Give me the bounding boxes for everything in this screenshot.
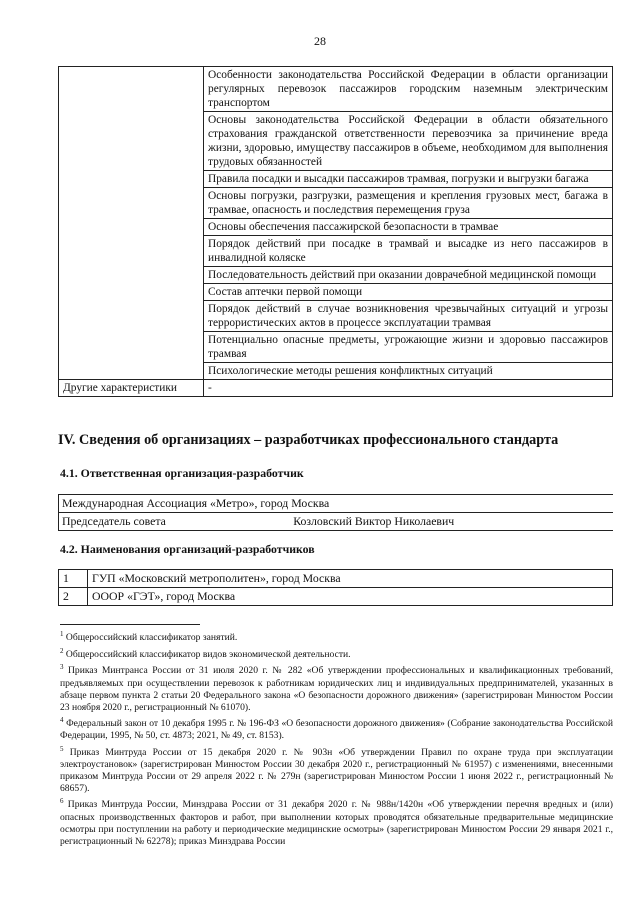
developers-heading: 4.2. Наименования организаций-разработчиков xyxy=(60,542,315,556)
table-cell: Психологические методы решения конфликтных ситуаций xyxy=(204,363,613,380)
table-row xyxy=(59,588,613,606)
developers-table xyxy=(58,569,613,606)
footnote-text: Общероссийский классификатор видов экономической деятельности. xyxy=(65,648,351,660)
footnote-mark: 3 xyxy=(60,663,64,672)
footnote xyxy=(60,714,613,742)
table-cell: Последовательность действий при оказании доврачебной медицинской помощи xyxy=(204,267,613,284)
footnotes xyxy=(60,628,613,848)
footnote-mark: 6 xyxy=(60,797,64,806)
table-cell: Порядок действий при посадке в трамвай и высадке из него пассажиров в инвалидной коляске xyxy=(204,236,613,267)
table-cell: Состав аптечки первой помощи xyxy=(204,284,613,301)
footnote xyxy=(60,743,613,795)
developer-number: 1 xyxy=(59,570,88,588)
knowledge-table xyxy=(58,66,613,397)
footnote xyxy=(60,628,613,644)
footnote xyxy=(60,661,613,713)
responsible-person: Козловский Виктор Николаевич xyxy=(253,513,613,531)
footnote-divider xyxy=(60,624,200,625)
footnote xyxy=(60,795,613,847)
responsible-role: Председатель совета xyxy=(59,513,254,531)
page-number: 28 xyxy=(314,34,326,48)
responsible-heading: 4.1. Ответственная организация-разработчик xyxy=(60,466,304,480)
other-characteristics-label: Другие характеристики xyxy=(59,380,204,397)
table-cell: Потенциально опасные предметы, угрожающие жизни и здоровью пассажиров трамвая xyxy=(204,332,613,363)
responsible-org-table xyxy=(58,494,613,531)
footnote-text: Общероссийский классификатор занятий. xyxy=(65,632,238,644)
responsible-org-name: Международная Ассоциация «Метро», город Москва xyxy=(59,495,614,513)
footnote-mark: 4 xyxy=(60,716,64,725)
footnote xyxy=(60,645,613,661)
table-row xyxy=(59,495,614,513)
table-cell: Особенности законодательства Российской Федерации в области организации регулярных перевозок пассажиров городским наземным электрическим транспортом xyxy=(204,67,613,112)
other-characteristics-value: - xyxy=(204,380,613,397)
table-left-cell-empty xyxy=(59,67,204,380)
footnote-text: Федеральный закон от 10 декабря 1995 г. № 196-ФЗ «О безопасности дорожного движения» (Собрание законодательства Российской Федерации, 1995, № 50, ст. 4873; 2021, № 49, ст. 8153). xyxy=(60,718,613,742)
footnote-text: Приказ Минтранса России от 31 июля 2020 г. № 282 «Об утверждении профессиональных и квалификационных требований, предъявляемых при осуществлении перевозок к работникам юридических лиц и индивидуальных предпринимателей, указанных в абзаце первом пункта 2 статьи 20 Федерального закона «О безопасности дорожного движения» (зарегистрирован Минюстом России 23 ноября 2020 г., регистрационный № 61070). xyxy=(60,665,613,713)
footnote-text: Приказ Минтруда России, Минздрава России от 31 декабря 2020 г. № 988н/1420н «Об утверждении перечня вредных и (или) опасных производственных факторов и работ, при выполнении которых проводятся обязательные предварительные медицинские осмотры при поступлении на работу и периодические медицинские осмотры» (зарегистрирован Минюстом России 29 января 2021 г., регистрационный № 62278); приказ Минздрава России xyxy=(60,799,613,847)
footnote-text: Приказ Минтруда России от 15 декабря 2020 г. № 903н «Об утверждении Правил по охране труда при эксплуатации электроустановок» (зарегистрирован Минюстом России 30 декабря 2020 г., регистрационный № 61957) с изменениями, внесенными приказом Минтруда России от 29 апреля 2022 г. № 279н (зарегистрирован Минюстом России 1 июня 2022 г., регистрационный № 68657). xyxy=(60,746,613,794)
table-cell: Правила посадки и высадки пассажиров трамвая, погрузки и выгрузки багажа xyxy=(204,171,613,188)
section-title: IV. Сведения об организациях – разработчиках профессионального стандарта xyxy=(58,432,559,448)
table-cell: Основы законодательства Российской Федерации в области обязательного страхования гражданской ответственности перевозчика за причинение вреда жизни, здоровью, имуществу пассажиров в объеме, необходимом для выполнения трудовых обязанностей xyxy=(204,112,613,171)
table-row-other xyxy=(59,380,613,397)
table-row xyxy=(59,67,613,112)
developer-name: ГУП «Московский метрополитен», город Москва xyxy=(88,570,613,588)
table-cell: Основы обеспечения пассажирской безопасности в трамвае xyxy=(204,219,613,236)
table-row xyxy=(59,570,613,588)
footnote-mark: 2 xyxy=(60,646,64,655)
footnote-mark: 5 xyxy=(60,744,64,753)
developer-number: 2 xyxy=(59,588,88,606)
developer-name: ОООР «ГЭТ», город Москва xyxy=(88,588,613,606)
footnote-mark: 1 xyxy=(60,630,64,638)
table-cell: Порядок действий в случае возникновения чрезвычайных ситуаций и угрозы террористических актов в процессе эксплуатации трамвая xyxy=(204,301,613,332)
table-row xyxy=(59,513,614,531)
table-cell: Основы погрузки, разгрузки, размещения и крепления грузовых мест, багажа в трамвае, опасность и последствия перемещения груза xyxy=(204,188,613,219)
